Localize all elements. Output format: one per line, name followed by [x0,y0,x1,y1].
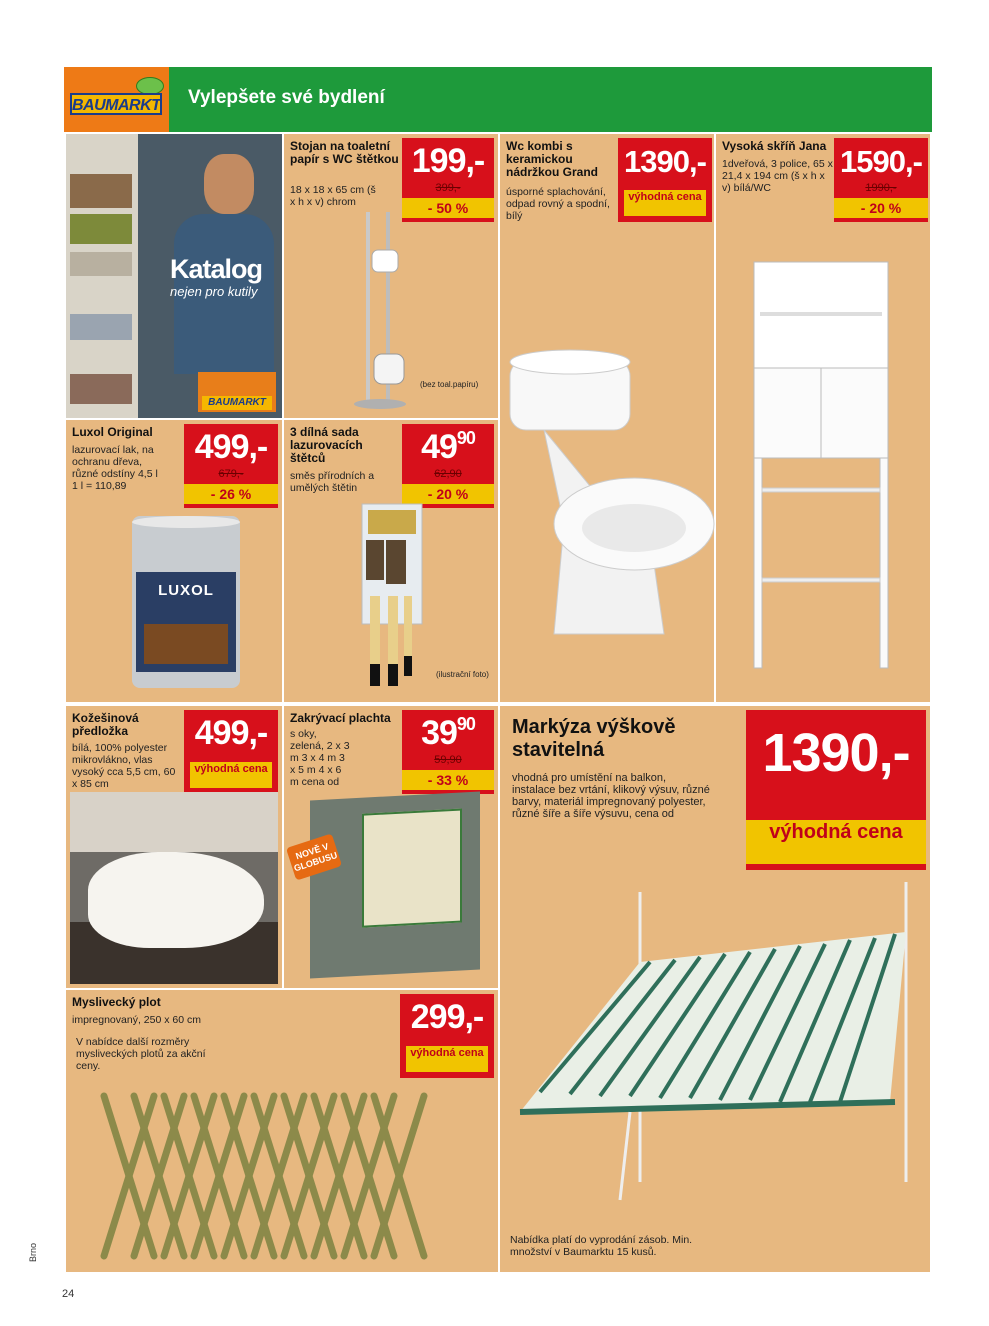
price: 299,- [410,998,484,1036]
product-desc: impregnovaný, 250 x 60 cm [72,1014,201,1026]
awning-image [500,882,930,1212]
product-desc-extra: V nabídce další rozměry mysliveckých plotů za akční ceny. [76,1036,206,1072]
page-number: 24 [62,1288,75,1300]
price [402,428,494,467]
discount-badge: - 33 % [402,770,494,790]
product-title: Zakrývací plachta [290,711,391,725]
product-desc: směs přírodních a umělých štětin [290,470,375,494]
deal-badge: výhodná cena [406,1046,488,1072]
product-toilet-stand [284,134,498,418]
price-tag [746,710,926,870]
price-sup: 90 [456,714,475,734]
price-tag [400,994,494,1078]
price-sup: 90 [456,428,475,448]
product-title: Stojan na toaletní papír s WC štětkou [290,139,399,166]
wc-image [504,344,716,644]
man-face [204,154,254,214]
product-desc: úsporné splachování, odpad rovný a spodní, bílý [506,186,610,222]
product-rug [66,706,282,988]
product-title: Kožešinová předložka [72,711,139,738]
product-title: Myslivecký plot [72,995,161,1009]
brushes-image [352,496,432,696]
product-brushes [284,420,498,702]
price: 1390,- [624,144,706,179]
product-desc: bílá, 100% polyester mikrovlákno, vlas vysoký cca 5,5 cm, 60 x 85 cm [72,742,176,790]
price: 199,- [411,142,485,180]
fence-image [94,1086,434,1266]
product-desc: 18 x 18 x 65 cm (š x h x v) chrom [290,184,376,208]
discount-badge: - 26 % [184,484,278,504]
product-desc: 1dveřová, 3 police, 65 x 21,4 x 194 cm (š x h x v) bílá/WC [722,158,833,194]
baumarkt-logo [64,67,169,132]
price-tag [184,710,278,794]
new-sticker: NOVĚ V GLOBUSU [286,833,342,880]
deal-badge: výhodná cena [746,820,926,864]
catalog-title: Katalog [170,254,263,284]
luxol-can [132,516,240,688]
product-title: Markýza výškově stavitelná [512,716,676,761]
product-wc-kombi [500,134,714,702]
price: 499,- [194,714,268,752]
product-desc: s oky, zelená, 2 x 3 m 3 x 4 m 3 x 5 m 4 x 6 m cena od [290,728,350,788]
price: 1390,- [762,723,910,783]
page-title: Vylepšete své bydlení [188,87,385,108]
rug-image [70,792,278,984]
price: 499,- [194,428,268,466]
price [402,714,494,753]
price-tag [402,710,494,794]
product-tall-cabinet [716,134,930,702]
product-title: Luxol Original [72,425,153,439]
product-title: Wc kombi s keramickou nádržkou Grand [506,139,599,179]
product-luxol [66,420,282,702]
price-tag [618,138,712,222]
product-note: (bez toal.papíru) [420,380,479,389]
price-main: 39 [421,714,457,752]
old-price: 62,90 [434,468,462,480]
catalog-subtitle: nejen pro kutily [170,284,258,299]
price-tag [402,138,494,222]
discount-badge: - 20 % [834,198,928,218]
deal-badge: výhodná cena [190,762,272,788]
old-price: 399,- [435,182,461,194]
tarp-image [310,792,480,979]
catalog-logo: BAUMARKT [202,396,272,410]
toilet-stand-image [352,204,412,414]
price-tag [184,424,278,508]
price: 1590,- [840,144,922,179]
product-title: Vysoká skříň Jana [722,139,827,153]
logo-text: BAUMARKT [70,93,162,115]
old-price: 59,90 [434,754,462,766]
offer-note: Nabídka platí do vyprodání zásob. Min. množství v Baumarktu 15 kusů. [510,1234,693,1258]
product-desc: lazurovací lak, na ochranu dřeva, různé odstíny 4,5 l 1 l = 110,89 [72,444,158,492]
price-tag [834,138,928,222]
product-tarp [284,706,498,988]
product-awning [500,706,930,1272]
city-label: Brno [28,1242,38,1262]
header-bar [64,67,932,132]
old-price: 679,- [218,468,244,480]
deal-badge: výhodná cena [624,190,706,216]
cabinet-image [752,260,892,672]
price-main: 49 [421,428,457,466]
old-price: 1990,- [865,182,897,194]
discount-badge: - 20 % [402,484,494,504]
product-desc: vhodná pro umístění na balkon, instalace bez vrtání, klikový výsuv, různé barvy, materiál impregnovaný polyester, různé šíře a šíře výsuvu, cena od [512,772,710,820]
can-label: LUXOL [158,582,214,599]
product-title: 3 dílná sada lazurovacích štětců [290,425,363,465]
catalog-cover [66,134,282,418]
discount-badge: - 50 % [402,198,494,218]
product-fence [66,990,498,1272]
product-note: (ilustrační foto) [436,670,489,679]
